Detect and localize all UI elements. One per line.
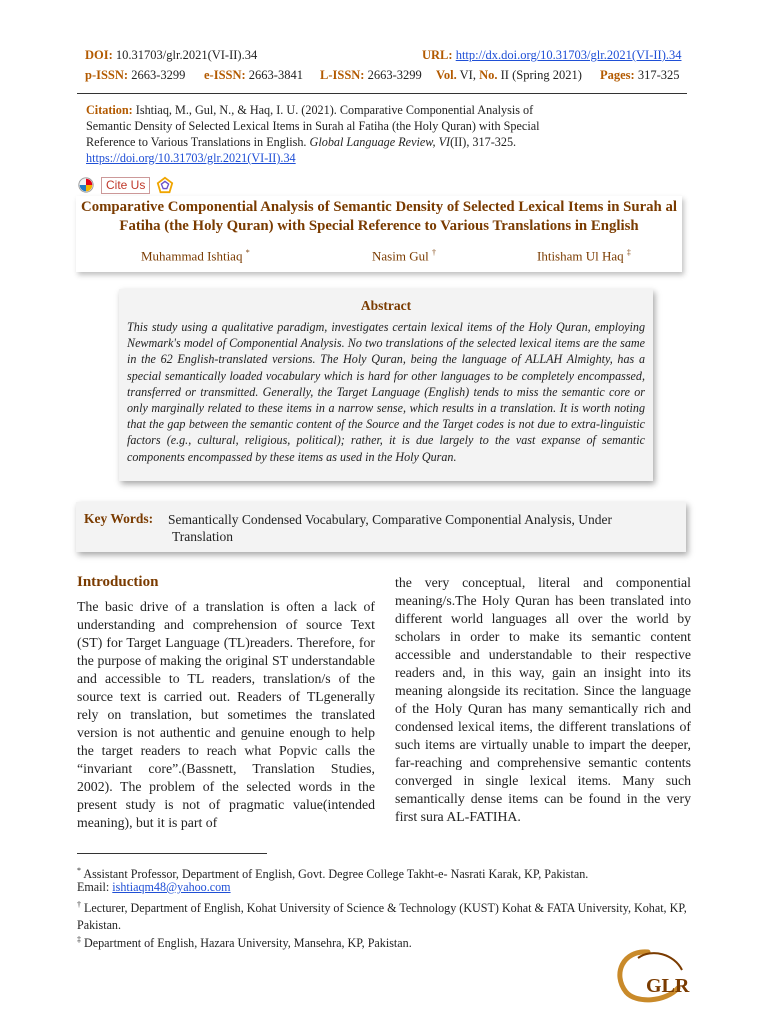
lissn xyxy=(320,66,422,84)
footnote-3 xyxy=(77,931,689,952)
author-3 xyxy=(537,248,631,264)
eissn-value: 2663-3841 xyxy=(248,68,303,82)
no-value: II (Spring 2021) xyxy=(500,68,582,82)
url-label: URL: xyxy=(422,48,453,62)
keywords-line-1: Semantically Condensed Vocabulary, Comparative Componential Analysis, Under xyxy=(168,512,613,527)
eissn xyxy=(204,66,303,84)
diamond-icon[interactable] xyxy=(156,176,174,194)
author-1 xyxy=(141,248,250,264)
pages xyxy=(600,66,680,84)
cite-us-button[interactable]: Cite Us xyxy=(101,177,150,194)
badges-row xyxy=(77,175,174,195)
pages-label: Pages: xyxy=(600,68,635,82)
author-name: Nasim Gul xyxy=(372,248,429,264)
body-column-left: The basic drive of a translation is often a lack of understanding and comprehension of source Text (ST) for Target Language (TL)readers. Therefore, for the purpose of making the original ST understandable and accessible to TL readers, translation/s of the source text is carried out. Readers of TLgenerally rely on translation, but sometimes the translated version is not authentic and genuine enough to help the target readers to reach what Popvic calls the “invariant core”.(Bassnett, Translation Studies, 2002). The problem of the selected words in the present study is not of pragmatic value(intended meaning), but it is part of xyxy=(77,599,375,830)
author-mark: * xyxy=(245,248,250,257)
pissn-value: 2663-3299 xyxy=(131,68,186,82)
body-column-right: the very conceptual, literal and componential meaning/s.The Holy Quran has been translated into different world languages all over the world by scholars in order to make its semantic content accessible and understandable to their respective readers and, in this way, gain an insight into its meaning alongside its recitation. Since the language of the Holy Quran has many semantically rich and condensed lexical items, the different translations of such items are virtually unable to impart the deeper, far-reaching and comprehensive semantic contents converged in single lexical items. Many such semantically dense items can be found in the very first sura AL-FATIHA. xyxy=(395,575,691,824)
citation xyxy=(86,102,556,166)
crossmark-icon[interactable] xyxy=(77,176,95,194)
no-label: No. xyxy=(479,68,498,82)
pissn-label: p-ISSN: xyxy=(85,68,129,82)
abstract-heading: Abstract xyxy=(360,298,412,313)
pages-value: 317-325 xyxy=(637,68,680,82)
citation-issue: (II), 317-325. xyxy=(450,135,517,149)
citation-journal: Global Language Review, VI xyxy=(309,135,451,149)
pissn xyxy=(85,66,185,84)
abstract-text: This study using a qualitative paradigm, investigates certain lexical items of the Holy Quran, employing Newmark's model of Componential Analysis. No two translations of the selected lexical items are the same in the 62 English-translated versions. The Holy Quran, being the language of ALLAH Almighty, has a special semantically loaded vocabulary which is hard for other languages to be completely encompassed, transferred or transmitted. Generally, the Target Language (English) tends to miss the semantic core or only marginally related to these items in a narrow sense, which results in a translation. It is worth noting that the gap between the semantic content of the Source and the Target codes is not due to extra-linguistic factors (e.g., cultural, religious, political); rather, it is due largely to the vast expanse of semantic components encompassed by these items as used in the Holy Quran. xyxy=(127,320,645,464)
eissn-label: e-ISSN: xyxy=(204,68,246,82)
footnote-email xyxy=(77,879,689,896)
logo-text: GLR xyxy=(646,975,690,997)
citation-link[interactable]: https://doi.org/10.31703/glr.2021(VI-II).34 xyxy=(86,151,296,165)
doi-label: DOI: xyxy=(85,48,113,62)
vol-value: VI, xyxy=(459,68,476,82)
glr-logo xyxy=(608,944,692,1008)
footnote-mark: † xyxy=(77,900,81,909)
author-mark: † xyxy=(431,248,436,257)
footnote-divider xyxy=(77,853,267,854)
introduction-heading: Introduction xyxy=(77,574,159,590)
author-2 xyxy=(372,248,436,264)
vol-label: Vol. xyxy=(436,68,457,82)
lissn-label: L-ISSN: xyxy=(320,68,365,82)
doi-line xyxy=(85,46,257,64)
article-title: Comparative Componential Analysis of Semantic Density of Selected Lexical Items in Surah al Fatiha (the Holy Quran) with Special Reference to Various Translations in English xyxy=(81,199,677,234)
author-name: Ihtisham Ul Haq xyxy=(537,248,624,264)
citation-text: Ishtiaq, M., Gul, N., & Haq, I. U. (2021). Comparative Componential Analysis of Semantic Density of Selected Lexical Items in Surah al Fatiha (the Holy Quran) with Special Reference to Various Translations in English. xyxy=(86,103,540,149)
lissn-value: 2663-3299 xyxy=(367,68,422,82)
author-name: Muhammad Ishtiaq xyxy=(141,248,243,264)
email-label: Email: xyxy=(77,880,110,894)
footnote-mark: ‡ xyxy=(77,935,81,944)
footnote-text: Lecturer, Department of English, Kohat University of Science & Technology (KUST) Kohat & FATA University, Kohat, KP, Pakistan. xyxy=(77,901,687,933)
footnote-text: Department of English, Hazara University, Mansehra, KP, Pakistan. xyxy=(84,936,412,951)
citation-label: Citation: xyxy=(86,103,133,117)
volume-issue xyxy=(436,66,582,84)
email-link[interactable]: ishtiaqm48@yahoo.com xyxy=(112,880,231,894)
footnote-2 xyxy=(77,896,689,934)
keywords-line-2: Translation xyxy=(172,529,234,544)
footnote-mark: * xyxy=(77,866,81,875)
url-link[interactable]: http://dx.doi.org/10.31703/glr.2021(VI-II).34 xyxy=(455,48,682,62)
footnote-text: Assistant Professor, Department of English, Govt. Degree College Takht-e- Nasrati Karak, KP, Pakistan. xyxy=(83,867,589,882)
author-mark: ‡ xyxy=(626,248,631,257)
header-divider xyxy=(77,93,687,94)
keywords-label: Key Words: xyxy=(84,511,154,526)
doi-value: 10.31703/glr.2021(VI-II).34 xyxy=(115,48,258,62)
url-line xyxy=(422,46,681,64)
